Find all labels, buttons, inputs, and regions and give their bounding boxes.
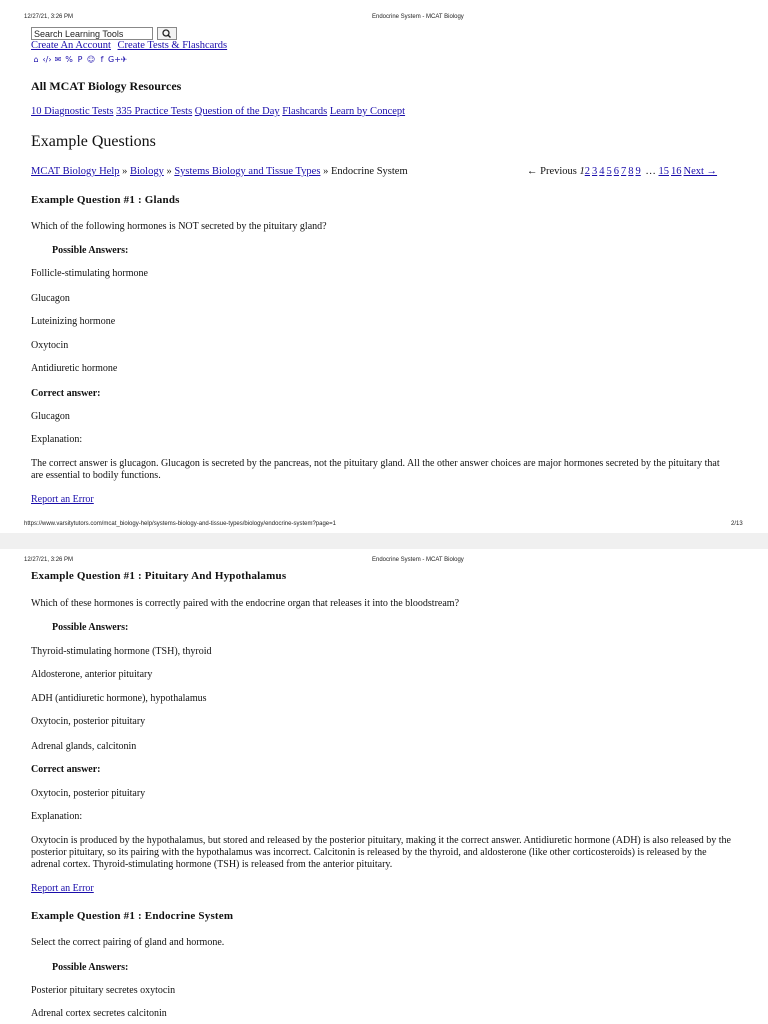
google-plus-icon[interactable]: G+ (108, 55, 121, 64)
breadcrumb-mcat-biology[interactable]: MCAT Biology Help (31, 166, 120, 177)
page-title: Example Questions (31, 133, 156, 150)
answer-option[interactable]: ADH (antidiuretic hormone), hypothalamus (31, 693, 207, 704)
create-account-link[interactable]: Create An Account (31, 40, 111, 51)
link-icon[interactable]: % (65, 55, 73, 64)
resources-heading: All MCAT Biology Resources (31, 79, 182, 93)
correct-answer: Oxytocin, posterior pituitary (31, 788, 146, 799)
explanation-label: Explanation: (31, 811, 83, 822)
pagination (527, 166, 719, 177)
answer-option[interactable]: Oxytocin, posterior pituitary (31, 716, 146, 727)
code-icon[interactable]: ‹/› (42, 55, 52, 64)
page-break (0, 533, 768, 549)
print-footer-url: https://www.varsitytutors.com/mcat_biology-help/systems-biology-and-tissue-types/biology/endocrine-system?page=1 (24, 521, 336, 527)
page-link[interactable]: 7 (621, 166, 627, 177)
question-of-day-link[interactable]: Question of the Day (194, 106, 280, 117)
pinterest-icon[interactable]: P (77, 55, 83, 64)
print-header-title: Endocrine System - MCAT Biology (372, 14, 464, 20)
breadcrumb-separator: » (323, 166, 329, 177)
answer-option[interactable]: Follicle-stimulating hormone (31, 268, 148, 279)
breadcrumb-current: Endocrine System (330, 166, 408, 177)
question-prompt: Which of these hormones is correctly paired with the endocrine organ that releases it into the bloodstream? (31, 598, 460, 609)
resource-links (31, 106, 405, 117)
correct-answer-label: Correct answer: (31, 764, 101, 775)
learn-by-concept-link[interactable]: Learn by Concept (329, 106, 406, 117)
explanation-label: Explanation: (31, 434, 83, 445)
possible-answers-label: Possible Answers: (52, 245, 129, 256)
search-icon (158, 28, 176, 39)
answer-option[interactable]: Luteinizing hormone (31, 316, 116, 327)
answer-option[interactable]: Glucagon (31, 293, 70, 304)
page-link[interactable]: 5 (606, 166, 612, 177)
pagination-ellipsis: … (645, 166, 656, 177)
question-title: Example Question #1 : Pituitary And Hypothalamus (31, 570, 287, 582)
answer-option[interactable]: Antidiuretic hormone (31, 363, 118, 374)
report-error-link[interactable]: Report an Error (31, 494, 94, 505)
current-page: 1 (579, 166, 585, 177)
page-link[interactable]: 16 (671, 166, 682, 177)
print-header-date: 12/27/21, 3:26 PM (24, 14, 74, 20)
page-link[interactable]: 9 (635, 166, 641, 177)
possible-answers-label: Possible Answers: (52, 962, 129, 973)
answer-option[interactable]: Aldosterone, anterior pituitary (31, 669, 153, 680)
twitter-icon[interactable]: ✈ (120, 55, 128, 64)
breadcrumb-separator: » (122, 166, 128, 177)
page-link[interactable]: 2 (584, 166, 590, 177)
answer-option[interactable]: Adrenal glands, calcitonin (31, 741, 137, 752)
create-tests-link[interactable]: Create Tests & Flashcards (117, 40, 228, 51)
page-link[interactable]: 15 (658, 166, 669, 177)
social-icon-bar (31, 54, 130, 65)
search-input[interactable]: Search Learning Tools (31, 27, 153, 40)
correct-answer-label: Correct answer: (31, 388, 101, 399)
question-prompt: Select the correct pairing of gland and hormone. (31, 937, 225, 948)
page-link[interactable]: 3 (592, 166, 598, 177)
print-footer-page: 2/13 (731, 521, 743, 527)
search-button[interactable] (157, 27, 177, 40)
answer-option[interactable]: Oxytocin (31, 340, 69, 351)
explanation-text: The correct answer is glucagon. Glucagon is secreted by the pancreas, not the pituitary gland. All the other answer choices are major hormones secreted by the pituitary that are essential to bodily functions. (31, 458, 720, 481)
answer-option[interactable]: Adrenal cortex secretes calcitonin (31, 1008, 167, 1019)
breadcrumb-systems-biology[interactable]: Systems Biology and Tissue Types (174, 166, 321, 177)
page-link[interactable]: 6 (613, 166, 619, 177)
practice-tests-link[interactable]: 335 Practice Tests (116, 106, 193, 117)
question-title: Example Question #1 : Endocrine System (31, 910, 234, 922)
question-title: Example Question #1 : Glands (31, 194, 180, 206)
home-icon[interactable]: ⌂ (33, 55, 39, 64)
flashcards-link[interactable]: Flashcards (282, 106, 328, 117)
breadcrumb (31, 166, 408, 177)
reddit-icon[interactable]: ☺ (86, 55, 96, 64)
explanation-text: Oxytocin is produced by the hypothalamus, but stored and released by the posterior pituitary, making it the correct answer. Antidiuretic hormone (ADH) is also released by the posterior pituitary, so its pairing with the hypothalamus was incorrect. Calcitonin is released by the thyroid, and aldosterone (like other corticosteroids) is released by the adrenal cortex. Thyroid-stimulating hormone (TSH) is released from the anterior pituitary. (31, 835, 731, 870)
breadcrumb-separator: » (166, 166, 172, 177)
answer-option[interactable]: Thyroid-stimulating hormone (TSH), thyroid (31, 646, 212, 657)
diagnostic-tests-link[interactable]: 10 Diagnostic Tests (31, 106, 114, 117)
next-link[interactable]: Next → (683, 166, 718, 177)
page-link[interactable]: 4 (599, 166, 605, 177)
breadcrumb-biology[interactable]: Biology (129, 166, 164, 177)
answer-option[interactable]: Posterior pituitary secretes oxytocin (31, 985, 176, 996)
previous-link: ← Previous (527, 166, 577, 177)
print-header-title: Endocrine System - MCAT Biology (372, 557, 464, 563)
print-header-date: 12/27/21, 3:26 PM (24, 557, 74, 563)
correct-answer: Glucagon (31, 411, 70, 422)
report-error-link[interactable]: Report an Error (31, 883, 94, 894)
email-icon[interactable]: ✉ (54, 55, 62, 64)
facebook-icon[interactable]: f (100, 55, 104, 64)
question-prompt: Which of the following hormones is NOT secreted by the pituitary gland? (31, 221, 327, 232)
page-link[interactable]: 8 (628, 166, 634, 177)
possible-answers-label: Possible Answers: (52, 622, 129, 633)
